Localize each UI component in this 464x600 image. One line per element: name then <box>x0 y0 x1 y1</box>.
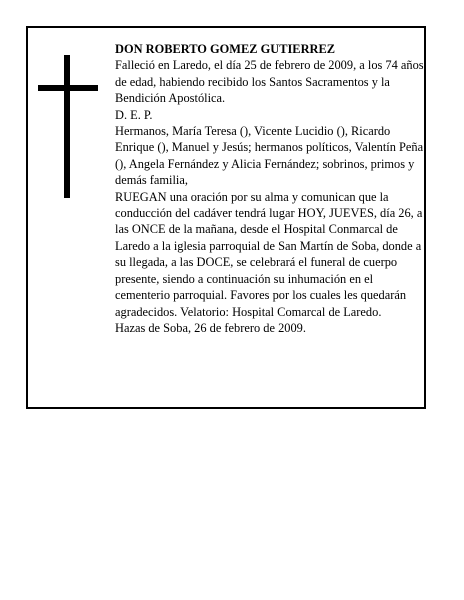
dep-abbreviation: D. E. P. <box>115 107 153 122</box>
cross-vertical-bar <box>64 55 70 198</box>
latin-cross-icon <box>38 55 98 198</box>
deceased-name: DON ROBERTO GOMEZ GUTIERREZ <box>115 42 335 56</box>
death-details: Falleció en Laredo, el día 25 de febrero de 2009, a los 74 años de edad, habiendo recibido los Santos Sacramentos y la Bendición Apostólica. <box>115 58 424 106</box>
notice-body <box>115 41 425 336</box>
place-and-date: Hazas de Soba, 26 de febrero de 2009. <box>115 320 306 335</box>
obituary-notice <box>26 26 426 409</box>
funeral-request: RUEGAN una oración por su alma y comunican que la conducción del cadáver tendrá lugar HOY, JUEVES, día 26, a las ONCE de la mañana, desde el Hospital Conmarcal de Laredo a la iglesia parroquial de San Martín de Soba, donde a su llegada, a las DOCE, se celebrará el funeral de cuerpo presente, siendo a continuación su inhumación en el cementerio parroquial. Favores por los cuales les quedarán agradecidos. Velatorio: Hospital Comarcal de Laredo. <box>115 189 423 319</box>
family-list: Hermanos, María Teresa (), Vicente Lucidio (), Ricardo Enrique (), Manuel y Jesús; hermanos políticos, Valentín Peña (), Angela Fernández y Alicia Fernández; sobrinos, primos y demás familia, <box>115 124 424 188</box>
cross-horizontal-bar <box>38 85 98 91</box>
